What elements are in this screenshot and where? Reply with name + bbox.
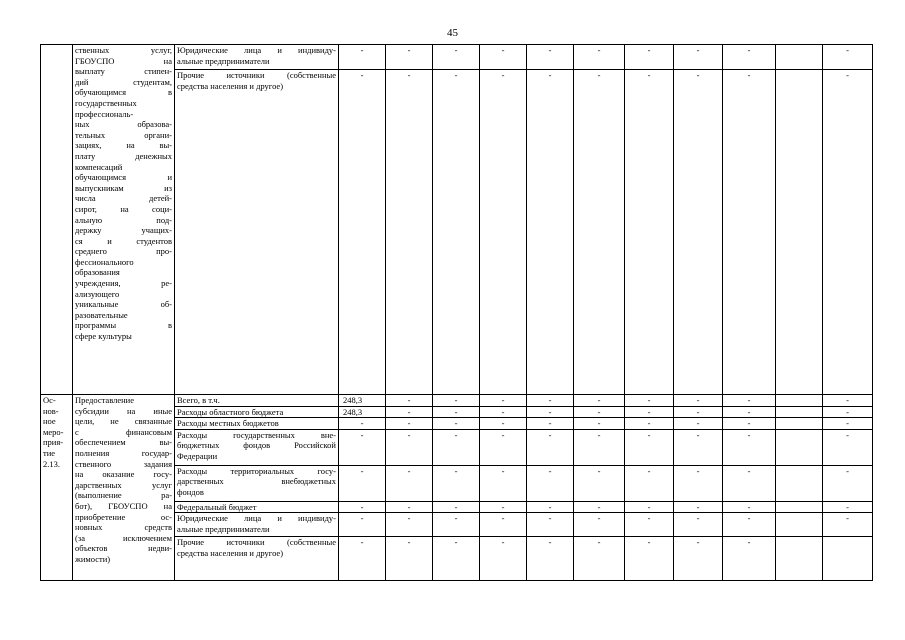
value-cell: - bbox=[433, 45, 480, 70]
cell-lines bbox=[177, 418, 336, 429]
value-cell: - bbox=[674, 465, 723, 501]
text-line: ализующего bbox=[75, 288, 120, 299]
value-cell: - bbox=[723, 501, 776, 513]
table-body bbox=[41, 45, 873, 581]
value-cell bbox=[776, 395, 823, 407]
value-cell: - bbox=[339, 513, 386, 537]
value-cell: - bbox=[480, 406, 527, 418]
value-cell: - bbox=[339, 537, 386, 581]
value-cell: - bbox=[339, 501, 386, 513]
value-cell: - bbox=[480, 501, 527, 513]
text-line: дий студентам, bbox=[75, 76, 172, 87]
text-line: с финансовым bbox=[75, 426, 172, 437]
funding-source-cell bbox=[175, 418, 339, 430]
value-cell: - bbox=[527, 465, 574, 501]
value-cell: - bbox=[527, 501, 574, 513]
text-line: альную под- bbox=[75, 214, 172, 225]
text-line: бот), ГБОУСПО на bbox=[75, 500, 172, 511]
cell-lines bbox=[43, 395, 70, 469]
value-cell bbox=[776, 70, 823, 395]
value-cell: - bbox=[823, 395, 873, 407]
value-cell: - bbox=[574, 418, 625, 430]
funding-source-cell bbox=[175, 395, 339, 407]
cell-lines bbox=[177, 45, 336, 66]
value-cell: - bbox=[674, 501, 723, 513]
value-cell bbox=[776, 513, 823, 537]
value-cell: - bbox=[527, 406, 574, 418]
measure-name-cell bbox=[73, 395, 175, 581]
text-line: Прочие источники (собственные bbox=[177, 537, 336, 548]
text-line: держку учащих- bbox=[75, 225, 172, 236]
value-cell: 248,3 bbox=[339, 395, 386, 407]
text-line: государственных bbox=[75, 97, 137, 108]
value-cell: - bbox=[527, 395, 574, 407]
value-cell: - bbox=[527, 537, 574, 581]
value-cell: - bbox=[433, 418, 480, 430]
funding-source-cell bbox=[175, 513, 339, 537]
value-cell bbox=[776, 45, 823, 70]
budget-table bbox=[40, 44, 873, 581]
text-line: Прочие источники (собственные bbox=[177, 70, 336, 80]
value-cell: - bbox=[574, 501, 625, 513]
cell-lines bbox=[75, 395, 172, 565]
value-cell: - bbox=[480, 429, 527, 465]
value-cell: - bbox=[723, 395, 776, 407]
value-cell: - bbox=[386, 537, 433, 581]
text-line: ное bbox=[43, 416, 56, 427]
value-cell: - bbox=[480, 513, 527, 537]
text-line: Федеральный бюджет bbox=[177, 501, 257, 512]
value-cell: - bbox=[574, 395, 625, 407]
value-cell: - bbox=[823, 429, 873, 465]
table-row bbox=[41, 395, 873, 407]
value-cell: - bbox=[823, 70, 873, 395]
value-cell: - bbox=[480, 537, 527, 581]
value-cell: - bbox=[823, 501, 873, 513]
value-cell: - bbox=[823, 45, 873, 70]
text-line: Предоставление bbox=[75, 395, 134, 405]
table-row bbox=[41, 45, 873, 70]
value-cell: - bbox=[527, 45, 574, 70]
value-cell: - bbox=[433, 465, 480, 501]
funding-source-cell bbox=[175, 70, 339, 395]
value-cell: - bbox=[674, 45, 723, 70]
value-cell: - bbox=[574, 45, 625, 70]
value-cell: - bbox=[480, 70, 527, 395]
value-cell: - bbox=[386, 395, 433, 407]
value-cell: - bbox=[386, 406, 433, 418]
text-line: сирот, на соци- bbox=[75, 203, 172, 214]
value-cell: - bbox=[339, 465, 386, 501]
value-cell: - bbox=[625, 537, 674, 581]
text-line: зациях, на вы- bbox=[75, 140, 172, 151]
value-cell bbox=[776, 465, 823, 501]
value-cell: - bbox=[574, 513, 625, 537]
value-cell: - bbox=[480, 418, 527, 430]
text-line: среднего про- bbox=[75, 246, 172, 257]
text-line: (за исключением bbox=[75, 532, 172, 543]
value-cell: - bbox=[723, 406, 776, 418]
text-line: ся и студентов bbox=[75, 235, 172, 246]
cell-lines bbox=[177, 502, 336, 513]
value-cell: - bbox=[823, 406, 873, 418]
text-line: Юридические лица и индивиду- bbox=[177, 45, 336, 55]
value-cell: 248,3 bbox=[339, 406, 386, 418]
value-cell bbox=[823, 537, 873, 581]
value-cell: - bbox=[674, 395, 723, 407]
value-cell: - bbox=[339, 429, 386, 465]
text-line: приобретение ос- bbox=[75, 511, 172, 522]
text-line: Расходы областного бюджета bbox=[177, 406, 284, 417]
value-cell: - bbox=[527, 418, 574, 430]
value-cell: - bbox=[823, 418, 873, 430]
value-cell: - bbox=[386, 70, 433, 395]
cell-lines bbox=[75, 45, 172, 342]
cell-lines bbox=[177, 537, 336, 558]
value-cell: - bbox=[674, 406, 723, 418]
measure-number-cell bbox=[41, 45, 73, 395]
text-line: Федерации bbox=[177, 450, 218, 461]
value-cell: - bbox=[480, 45, 527, 70]
value-cell: - bbox=[625, 513, 674, 537]
text-line: обучающимся и bbox=[75, 172, 172, 183]
text-line: прия- bbox=[43, 437, 64, 448]
value-cell: - bbox=[723, 418, 776, 430]
text-line: фессионального bbox=[75, 256, 134, 267]
value-cell: - bbox=[527, 513, 574, 537]
text-line: сфере культуры bbox=[75, 331, 132, 342]
text-line: Ос- bbox=[43, 395, 56, 405]
text-line: фондов bbox=[177, 486, 204, 497]
value-cell: - bbox=[723, 513, 776, 537]
value-cell bbox=[776, 418, 823, 430]
text-line: выпускникам из bbox=[75, 182, 172, 193]
value-cell: - bbox=[625, 45, 674, 70]
value-cell: - bbox=[723, 429, 776, 465]
value-cell: - bbox=[823, 513, 873, 537]
text-line: на оказание госу- bbox=[75, 469, 172, 480]
text-line: выплату стипен- bbox=[75, 66, 172, 77]
cell-lines bbox=[177, 70, 336, 91]
text-line: полнения государ- bbox=[75, 447, 172, 458]
text-line: Расходы государственных вне- bbox=[177, 429, 336, 440]
value-cell: - bbox=[480, 465, 527, 501]
value-cell: - bbox=[625, 429, 674, 465]
text-line: Всего, в т.ч. bbox=[177, 395, 220, 405]
value-cell: - bbox=[339, 418, 386, 430]
value-cell: - bbox=[433, 395, 480, 407]
page-number: 45 bbox=[447, 27, 458, 39]
text-line: жимости) bbox=[75, 553, 111, 564]
value-cell: - bbox=[723, 70, 776, 395]
cell-lines bbox=[177, 395, 336, 406]
text-line: дарственных внебюджетных bbox=[177, 476, 336, 487]
funding-source-cell bbox=[175, 429, 339, 465]
cell-lines bbox=[177, 407, 336, 418]
value-cell: - bbox=[674, 418, 723, 430]
value-cell: - bbox=[386, 501, 433, 513]
value-cell: - bbox=[433, 501, 480, 513]
text-line: новных средств bbox=[75, 522, 172, 533]
text-line: Расходы территориальных госу- bbox=[177, 465, 336, 476]
funding-source-cell bbox=[175, 406, 339, 418]
value-cell: - bbox=[574, 70, 625, 395]
funding-source-cell bbox=[175, 465, 339, 501]
text-line: обучающимся в bbox=[75, 87, 172, 98]
value-cell: - bbox=[527, 70, 574, 395]
text-line: ных образова- bbox=[75, 119, 172, 130]
value-cell: - bbox=[527, 429, 574, 465]
value-cell bbox=[776, 429, 823, 465]
text-line: компенсаций bbox=[75, 161, 123, 172]
value-cell: - bbox=[574, 429, 625, 465]
value-cell: - bbox=[574, 537, 625, 581]
value-cell: - bbox=[386, 429, 433, 465]
text-line: учреждения, ре- bbox=[75, 278, 172, 289]
text-line: Юридические лица и индивиду- bbox=[177, 513, 336, 524]
value-cell: - bbox=[433, 429, 480, 465]
value-cell: - bbox=[723, 537, 776, 581]
text-line: тельных органи- bbox=[75, 129, 172, 140]
value-cell: - bbox=[723, 465, 776, 501]
text-line: цели, не связанные bbox=[75, 416, 172, 427]
cell-lines bbox=[177, 466, 336, 498]
measure-name-cell bbox=[73, 45, 175, 395]
text-line: обеспечением вы- bbox=[75, 437, 172, 448]
value-cell: - bbox=[625, 501, 674, 513]
text-line: средства населения и другое) bbox=[177, 547, 284, 558]
value-cell bbox=[776, 406, 823, 418]
text-line: ГБОУСПО на bbox=[75, 55, 172, 66]
text-line: объектов недви- bbox=[75, 543, 172, 554]
value-cell: - bbox=[386, 418, 433, 430]
value-cell: - bbox=[386, 513, 433, 537]
value-cell: - bbox=[625, 465, 674, 501]
value-cell: - bbox=[674, 513, 723, 537]
value-cell: - bbox=[574, 406, 625, 418]
value-cell: - bbox=[339, 45, 386, 70]
text-line: субсидии на иные bbox=[75, 405, 172, 416]
value-cell: - bbox=[433, 513, 480, 537]
value-cell: - bbox=[433, 406, 480, 418]
funding-source-cell bbox=[175, 45, 339, 70]
funding-source-cell bbox=[175, 501, 339, 513]
text-line: разовательные bbox=[75, 309, 128, 320]
value-cell: - bbox=[480, 395, 527, 407]
value-cell: - bbox=[433, 537, 480, 581]
value-cell: - bbox=[625, 395, 674, 407]
text-line: образования bbox=[75, 267, 120, 278]
text-line: программы в bbox=[75, 320, 172, 331]
value-cell: - bbox=[674, 70, 723, 395]
text-line: профессиональ- bbox=[75, 108, 134, 119]
cell-lines bbox=[177, 513, 336, 534]
cell-lines bbox=[177, 430, 336, 462]
funding-source-cell bbox=[175, 537, 339, 581]
text-line: нов- bbox=[43, 405, 59, 416]
value-cell: - bbox=[339, 70, 386, 395]
text-line: тие bbox=[43, 447, 56, 458]
value-cell bbox=[776, 537, 823, 581]
text-line: ственного задания bbox=[75, 458, 172, 469]
value-cell: - bbox=[386, 45, 433, 70]
text-line: плату денежных bbox=[75, 150, 172, 161]
value-cell bbox=[776, 501, 823, 513]
text-line: альные предприниматели bbox=[177, 523, 270, 534]
text-line: бюджетных фондов Российской bbox=[177, 440, 336, 451]
value-cell: - bbox=[674, 537, 723, 581]
value-cell: - bbox=[625, 406, 674, 418]
value-cell: - bbox=[625, 418, 674, 430]
text-line: средства населения и другое) bbox=[177, 80, 284, 91]
value-cell: - bbox=[433, 70, 480, 395]
value-cell: - bbox=[386, 465, 433, 501]
text-line: меро- bbox=[43, 426, 64, 437]
text-line: ственных услуг, bbox=[75, 45, 172, 55]
value-cell: - bbox=[723, 45, 776, 70]
text-line: уникальные об- bbox=[75, 299, 172, 310]
text-line: дарственных услуг bbox=[75, 479, 172, 490]
value-cell: - bbox=[574, 465, 625, 501]
value-cell: - bbox=[823, 465, 873, 501]
text-line: 2.13. bbox=[43, 458, 60, 469]
text-line: Расходы местных бюджетов bbox=[177, 418, 279, 429]
value-cell: - bbox=[674, 429, 723, 465]
text-line: альные предприниматели bbox=[177, 55, 270, 66]
text-line: (выполнение ра- bbox=[75, 490, 172, 501]
text-line: числа детей- bbox=[75, 193, 172, 204]
value-cell: - bbox=[625, 70, 674, 395]
measure-number-cell bbox=[41, 395, 73, 581]
